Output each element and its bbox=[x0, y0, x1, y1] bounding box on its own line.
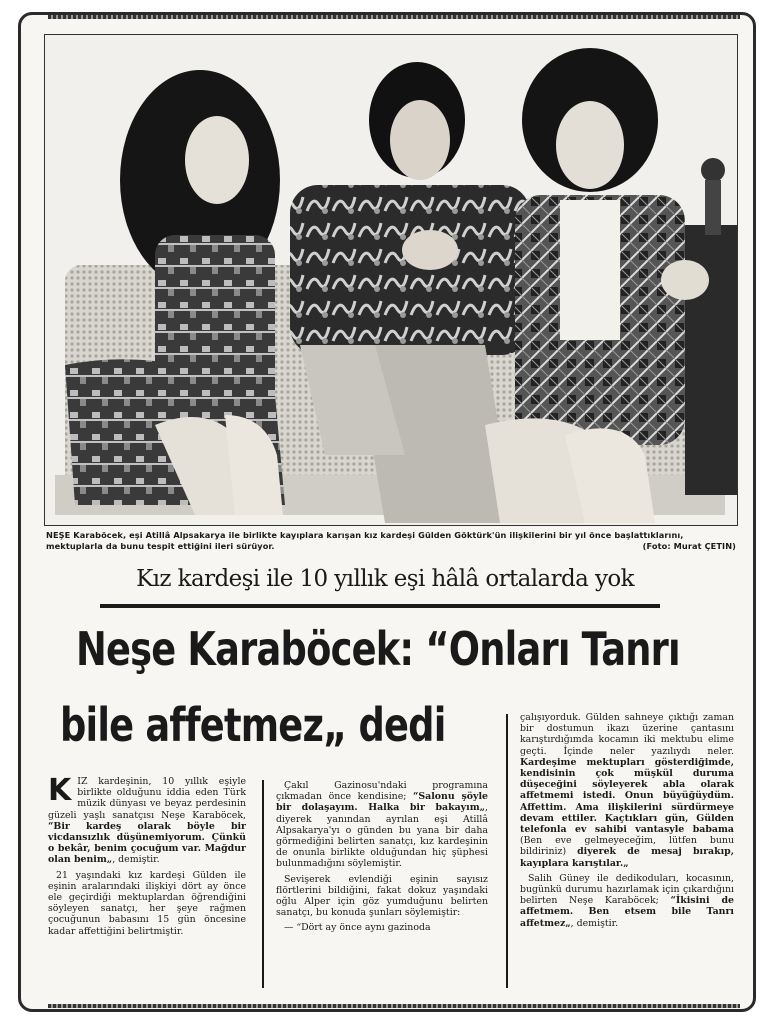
col2-paragraph-1 bbox=[276, 780, 488, 870]
column-rule-1 bbox=[262, 780, 264, 988]
frame-bottom-border bbox=[48, 1004, 740, 1008]
caption-text: NEŞE Karaböcek, eşi Atillâ Alpsakarya ile birlikte kayıplara karışan kız kardeşi Gülden Göktürk'ün ilişkilerini bir yıl önce başlattıklarını, mektuplarla da bunu tespit ettiğini ileri sürüyor. bbox=[46, 530, 684, 551]
drop-cap: K bbox=[48, 773, 72, 808]
news-photo bbox=[44, 34, 738, 526]
col3-p1-tail: diyerek de mesaj bırakıp, kayıplara karıştılar.„ bbox=[520, 846, 734, 869]
col3-p1-mid: (Ben eve gelmeyeceğim, lütfen bunu bildiriniz) bbox=[520, 835, 734, 858]
col1-paragraph-1 bbox=[48, 773, 246, 866]
col3-paragraph-1 bbox=[520, 712, 734, 869]
frame-top-border bbox=[48, 15, 740, 19]
photo-caption bbox=[46, 530, 736, 552]
col2-p1-tail: , diyerek yanından ayrılan eşi Atillâ Alpsakarya'yı o günden bu yana bir daha görmediğini belirten sanatçı, kız kardeşinin de onunla birlikte olduğundan hiç şüphesi bulunmadığını söylemiştir. bbox=[276, 802, 488, 870]
kicker-headline: Kız kardeşi ile 10 yıllık eşi hâlâ ortalarda yok bbox=[136, 566, 634, 592]
column-rule-2 bbox=[506, 714, 508, 988]
article-column-2 bbox=[276, 780, 488, 938]
col3-p2-tail: , demiştir. bbox=[570, 917, 619, 929]
col3-p1-lead: çalışıyorduk. Gülden sahneye çıktığı zaman bir dostumun ikazı üzerine çantasını karıştırdığımda kocamın iki mektubu elime geçti. İçinde neler yazılıydı neler. bbox=[520, 712, 734, 757]
col1-p1-quote: “Bir kardeş olarak böyle bir vicdansızlık düşünemiyorum. Çünkü o bekâr, benim çocuğum var. Mağdur olan benim„ bbox=[48, 820, 246, 866]
col1-p1-lead: IZ kardeşinin, 10 yıllık eşiyle birlikte olduğunu iddia eden Türk müzik dünyası ve beyaz perdesinin güzeli yaşlı sanatçısı Neşe Karaböcek, bbox=[48, 776, 246, 821]
col3-paragraph-2 bbox=[520, 873, 734, 929]
photo-credit: (Foto: Murat ÇETIN) bbox=[642, 541, 736, 551]
col3-p2-quote: “İkisini de affetmem. Ben etsem bile Tanrı affetmez„ bbox=[520, 895, 734, 929]
col1-paragraph-2: 21 yaşındaki kız kardeşi Gülden ile eşinin aralarındaki ilişkiyi dört ay önce ele geçirdiği mektuplardan öğrendiğini söyleyen sanatçı, her şeye rağmen çocuğunun babasını 15 gün öncesine kadar affettiğini belirtmiştir. bbox=[48, 869, 246, 937]
col2-p1-quote: “Salonu şöyle bir dolaşayım. Halka bir bakayım„ bbox=[276, 791, 489, 814]
article-column-3 bbox=[520, 712, 734, 933]
article-column-1 bbox=[48, 773, 246, 941]
col2-p1-lead: Çakıl Gazinosu'ndaki programına çıkmadan önce kendisine; bbox=[276, 780, 488, 803]
col3-p1-bold: Kardeşime mektupları gösterdiğimde, kendisinin çok müşkül duruma düşeceğini söyleyerek abla olarak affetmemi istedi. Onun büyüğüydüm. Affettim. Ama ilişkilerini sürdürmeye devam ettiler. Kaçtıkları gün, Gülden telefonla ev sahibi vantasyle babama bbox=[520, 756, 734, 836]
photo-illustration bbox=[45, 35, 738, 526]
kicker-rule bbox=[100, 604, 660, 608]
col1-p1-tail: , demiştir. bbox=[112, 854, 160, 866]
headline-line-2: bile affetmez„ dedi bbox=[60, 698, 446, 752]
col2-paragraph-2: Sevişerek evlendiği eşinin sayısız flörtlerini bildiğini, fakat dokuz yaşındaki oğlu Alper için göz yumduğunu belirten sanatçı, bu konuda şunları söylemiştir: bbox=[276, 873, 488, 919]
headline-line-1: Neşe Karaböcek: “Onları Tanrı bbox=[76, 622, 680, 676]
col2-paragraph-3: — “Dört ay önce aynı gazinoda bbox=[284, 922, 431, 934]
col3-p2-lead: Salih Güney ile dedikoduları, kocasının, bugünkü durumu hazırlamak için çıkardığını belirten Neşe Karaböcek; bbox=[520, 872, 734, 907]
